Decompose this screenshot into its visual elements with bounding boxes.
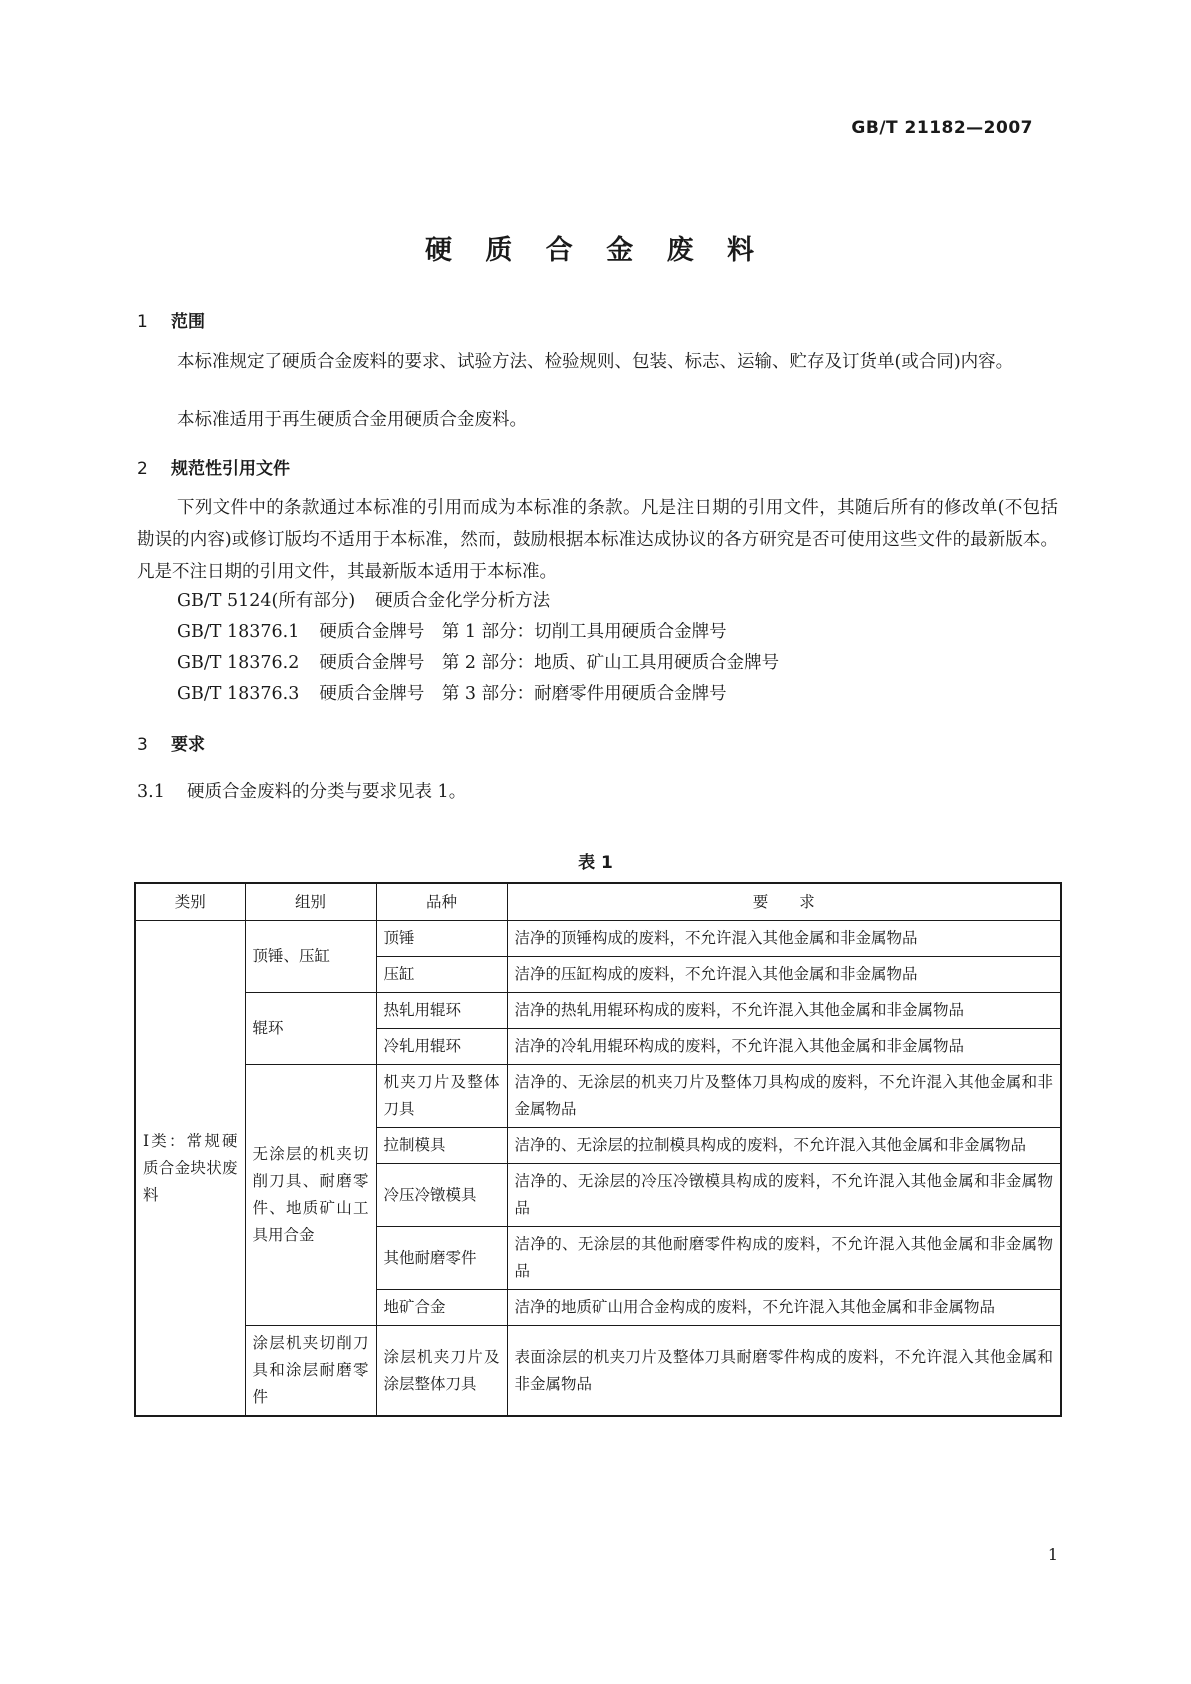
reference-item	[177, 587, 550, 612]
reference-code: GB/T 18376.3	[177, 684, 300, 704]
variety-cell: 热轧用辊环	[376, 993, 507, 1029]
reference-item	[177, 649, 779, 674]
section-number: 2	[137, 459, 148, 479]
variety-cell: 地矿合金	[376, 1290, 507, 1326]
table-row	[135, 993, 1061, 1029]
table-row	[135, 1326, 1061, 1417]
section-number: 1	[137, 312, 148, 332]
variety-cell: 冷压冷镦模具	[376, 1164, 507, 1227]
clause-text: 硬质合金废料的分类与要求见表 1。	[187, 782, 467, 802]
variety-cell: 拉制模具	[376, 1128, 507, 1164]
group-cell: 无涂层的机夹切削刀具、耐磨零件、地质矿山工具用合金	[245, 1065, 376, 1326]
header-category: 类别	[135, 883, 245, 921]
table-row	[135, 1065, 1061, 1128]
section-title: 范围	[171, 312, 205, 332]
table-header-row	[135, 883, 1061, 921]
standard-code: GB/T 21182—2007	[851, 118, 1033, 138]
variety-cell: 压缸	[376, 957, 507, 993]
requirements-table	[134, 882, 1062, 1417]
requirement-cell: 洁净的压缸构成的废料，不允许混入其他金属和非金属物品	[507, 957, 1061, 993]
requirement-cell: 洁净的地质矿山用合金构成的废料，不允许混入其他金属和非金属物品	[507, 1290, 1061, 1326]
category-cell: Ⅰ类：常规硬质合金块状废料	[135, 921, 245, 1417]
reference-code: GB/T 18376.1	[177, 622, 300, 642]
reference-title: 硬质合金牌号 第 3 部分：耐磨零件用硬质合金牌号	[319, 684, 727, 704]
requirement-cell: 洁净的顶锤构成的废料，不允许混入其他金属和非金属物品	[507, 921, 1061, 957]
header-requirement: 要 求	[507, 883, 1061, 921]
section-1-paragraph-1: 本标准规定了硬质合金废料的要求、试验方法、检验规则、包装、标志、运输、贮存及订货单(或合同)内容。	[177, 352, 1014, 372]
variety-cell: 其他耐磨零件	[376, 1227, 507, 1290]
reference-item	[177, 680, 727, 705]
group-cell: 顶锤、压缸	[245, 921, 376, 993]
requirement-cell: 洁净的、无涂层的拉制模具构成的废料，不允许混入其他金属和非金属物品	[507, 1128, 1061, 1164]
requirement-cell: 洁净的、无涂层的冷压冷镦模具构成的废料，不允许混入其他金属和非金属物品	[507, 1164, 1061, 1227]
variety-cell: 冷轧用辊环	[376, 1029, 507, 1065]
section-3-heading	[137, 730, 205, 755]
requirement-cell: 洁净的、无涂层的其他耐磨零件构成的废料，不允许混入其他金属和非金属物品	[507, 1227, 1061, 1290]
clause-3-1	[137, 778, 466, 803]
section-1-heading	[137, 307, 205, 332]
requirement-cell: 表面涂层的机夹刀片及整体刀具耐磨零件构成的废料，不允许混入其他金属和非金属物品	[507, 1326, 1061, 1417]
section-number: 3	[137, 735, 148, 755]
reference-item	[177, 618, 727, 643]
section-1-paragraph-2: 本标准适用于再生硬质合金用硬质合金废料。	[177, 410, 527, 430]
group-cell: 辊环	[245, 993, 376, 1065]
header-group: 组别	[245, 883, 376, 921]
requirement-cell: 洁净的热轧用辊环构成的废料，不允许混入其他金属和非金属物品	[507, 993, 1061, 1029]
section-2-heading	[137, 454, 290, 479]
table-row	[135, 921, 1061, 957]
clause-number: 3.1	[137, 782, 165, 802]
table-caption: 表 1	[578, 853, 613, 873]
variety-cell: 顶锤	[376, 921, 507, 957]
section-title: 要求	[171, 735, 205, 755]
requirement-cell: 洁净的冷轧用辊环构成的废料，不允许混入其他金属和非金属物品	[507, 1029, 1061, 1065]
page-number: 1	[1047, 1545, 1058, 1564]
requirement-cell: 洁净的、无涂层的机夹刀片及整体刀具构成的废料，不允许混入其他金属和非金属物品	[507, 1065, 1061, 1128]
variety-cell: 涂层机夹刀片及涂层整体刀具	[376, 1326, 507, 1417]
header-variety: 品种	[376, 883, 507, 921]
section-title: 规范性引用文件	[171, 459, 290, 479]
variety-cell: 机夹刀片及整体刀具	[376, 1065, 507, 1128]
reference-code: GB/T 5124(所有部分)	[177, 591, 356, 611]
reference-code: GB/T 18376.2	[177, 653, 300, 673]
group-cell: 涂层机夹切削刀具和涂层耐磨零件	[245, 1326, 376, 1417]
document-title: 硬 质 合 金 废 料	[425, 235, 766, 266]
reference-title: 硬质合金牌号 第 1 部分：切削工具用硬质合金牌号	[319, 622, 727, 642]
reference-title: 硬质合金化学分析方法	[375, 591, 551, 611]
section-2-paragraph-1: 下列文件中的条款通过本标准的引用而成为本标准的条款。凡是注日期的引用文件，其随后所有的修改单(不包括勘误的内容)或修订版均不适用于本标准，然而，鼓励根据本标准达成协议的各方研究是否可使用这些文件的最新版本。凡是不注日期的引用文件，其最新版本适用于本标准。	[137, 498, 1058, 582]
reference-title: 硬质合金牌号 第 2 部分：地质、矿山工具用硬质合金牌号	[319, 653, 780, 673]
